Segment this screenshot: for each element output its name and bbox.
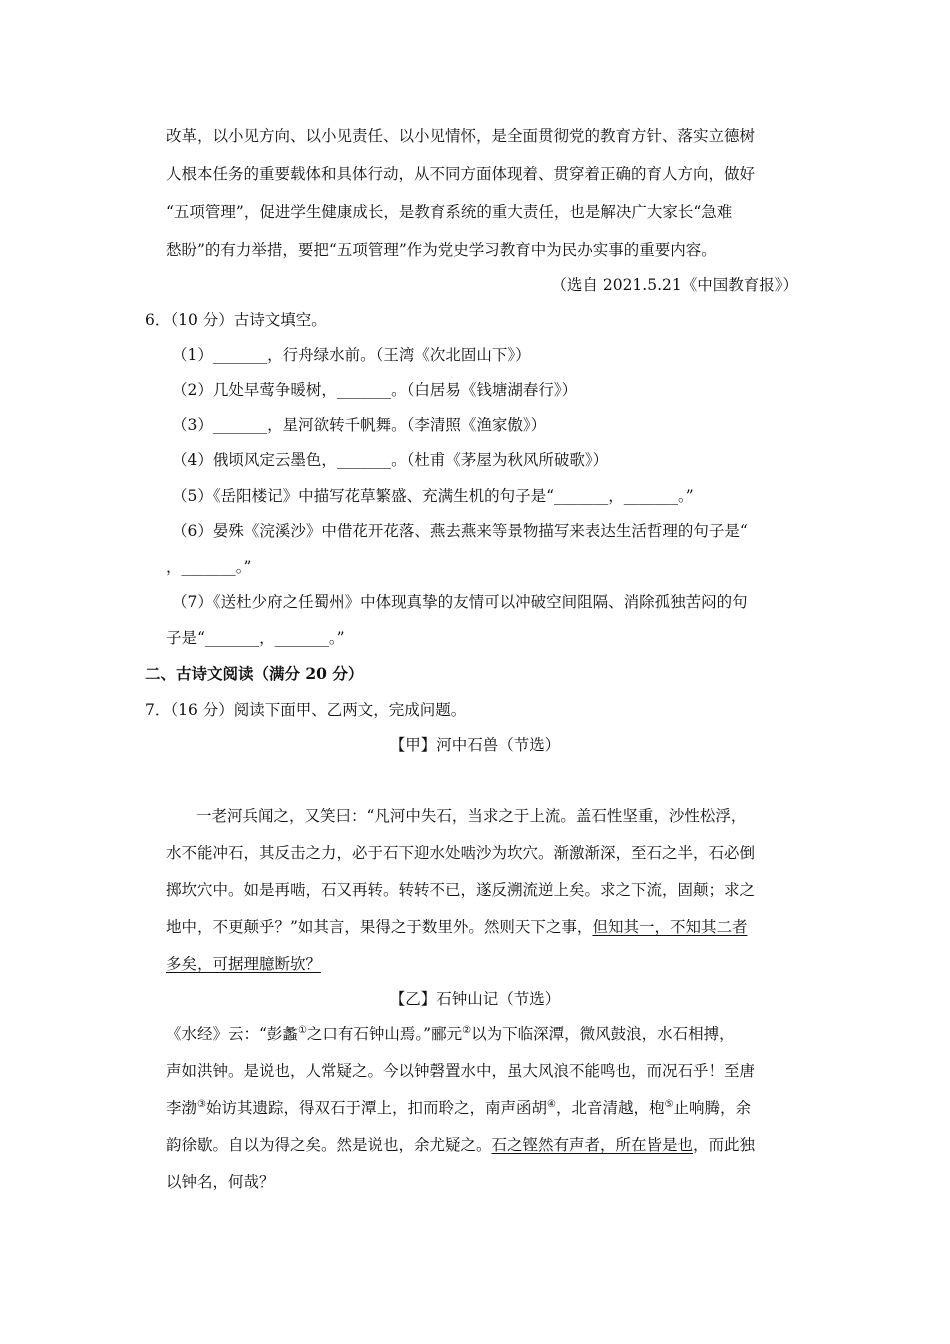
jia-line-1: 一老河兵闻之，又笑曰：“凡河中失石，当求之于上流。盖石性坚重，沙性松浮， — [196, 807, 747, 825]
yi-line-1-c: 以为下临深潭，微风鼓浪，水石相搏， — [471, 1025, 735, 1043]
q6-item-7-cont: 子是“_______，_______。” — [166, 629, 345, 647]
yi-line-3-d: 止响腾，余 — [673, 1099, 751, 1117]
q6-item-5: （5）《岳阳楼记》中描写花草繁盛、充满生机的句子是“_______，_______。” — [172, 487, 694, 505]
yi-line-4 — [166, 1135, 755, 1155]
yi-line-3-b: 始访其遗踪，得双石于潭上，扣而聆之，南声函胡 — [205, 1099, 547, 1117]
q6-item-6-cont: ，_______。” — [166, 558, 252, 576]
jia-line-4 — [166, 917, 747, 937]
yi-line-2: 声如洪钟。是说也，人常疑之。今以钟磬置水中，虽大风浪不能鸣也，而况石乎！至唐 — [166, 1062, 756, 1080]
passage-line-2: 人根本任务的重要载体和具体行动，从不同方面体现着、贯穿着正确的育人方向，做好 — [166, 165, 756, 183]
q6-item-4: （4）俄顷风定云墨色，_______。（杜甫《茅屋为秋风所破歌》） — [172, 451, 609, 469]
footnote-marker-1: ① — [297, 1025, 307, 1036]
q6-item-1: （1）_______，行舟绿水前。（王湾《次北固山下》） — [172, 346, 531, 364]
yi-line-3-a: 李渤 — [166, 1099, 198, 1117]
passage-line-1: 改革，以小见方向、以小见责任、以小见情怀，是全面贯彻党的教育方针、落实立德树 — [166, 127, 756, 145]
yi-line-1-a: 《水经》云：“彭蠡 — [166, 1025, 298, 1043]
passage-source: （选自 2021.5.21《中国教育报》） — [551, 276, 798, 294]
q6-item-7: （7）《送杜少府之任蜀州》中体现真挚的友情可以冲破空间阻隔、消除孤独苦闷的句 — [172, 593, 748, 611]
passage-line-4: 愁盼”的有力举措，要把“五项管理”作为党史学习教育中为民办实事的重要内容。 — [166, 241, 717, 259]
yi-line-1 — [166, 1024, 735, 1044]
jia-line-5 — [166, 954, 321, 974]
section2-title: 二、古诗文阅读（满分 20 分） — [145, 664, 364, 683]
yi-underlined-sentence: 石之铿然有声者，所在皆是也 — [491, 1136, 694, 1154]
q6-title: 6．（10 分）古诗文填空。 — [145, 311, 327, 329]
footnote-marker-5: ⑤ — [664, 1099, 674, 1110]
yi-heading: 【乙】石钟山记（节选） — [389, 990, 561, 1008]
jia-underlined-sentence-part1: 但知其一，不知其二者 — [592, 918, 748, 936]
yi-line-3-c: ，北音清越，枹 — [555, 1099, 665, 1117]
q6-item-6: （6）晏殊《浣溪沙》中借花开花落、燕去燕来等景物描写来表达生活哲理的句子是“ — [172, 522, 748, 540]
footnote-marker-4: ④ — [547, 1099, 556, 1110]
footnote-marker-3: ③ — [197, 1099, 206, 1110]
jia-line-3: 掷坎穴中。如是再啮，石又再转。转转不已，遂反溯流逆上矣。求之下流，固颠；求之 — [166, 881, 756, 899]
q6-item-3: （3）_______，星河欲转千帆舞。（李清照《渔家傲》） — [172, 416, 547, 434]
q7-title: 7．（16 分）阅读下面甲、乙两文，完成问题。 — [145, 701, 467, 719]
jia-underlined-sentence-part2: 多矣，可据理臆断欤？ — [166, 955, 322, 973]
yi-line-5: 以钟名，何哉？ — [166, 1173, 275, 1191]
jia-line-2: 水不能冲石，其反击之力，必于石下迎水处啮沙为坎穴。渐激渐深，至石之半，石必倒 — [166, 844, 756, 862]
passage-line-3: “五项管理”，促进学生健康成长，是教育系统的重大责任，也是解决广大家长“急难 — [166, 203, 733, 221]
yi-line-4-b: ，而此独 — [693, 1136, 756, 1154]
jia-line-4-text: 地中，不更颠乎？”如其言，果得之于数里外。然则天下之事， — [166, 918, 593, 936]
q6-item-2: （2）几处早莺争暖树，_______。（白居易《钱塘湖春行》） — [172, 381, 578, 399]
yi-line-1-b: 之口有石钟山焉。”郦元 — [306, 1025, 463, 1043]
yi-line-3 — [166, 1098, 751, 1118]
yi-line-4-a: 韵徐歇。自以为得之矣。然是说也，余尤疑之。 — [166, 1136, 492, 1154]
jia-heading: 【甲】河中石兽（节选） — [389, 736, 561, 754]
footnote-marker-2: ② — [462, 1025, 472, 1036]
